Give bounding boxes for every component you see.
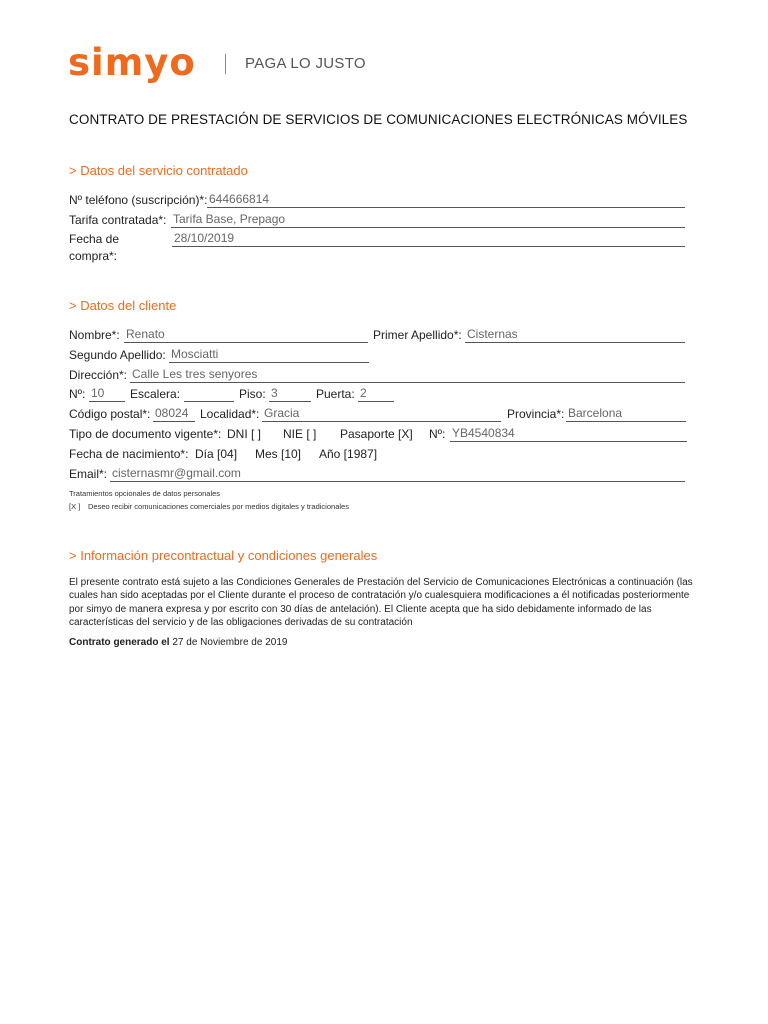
section-servicio-heading: > Datos del servicio contratado (69, 163, 248, 178)
section-cliente-heading: > Datos del cliente (69, 298, 177, 313)
email-label: Email*: (69, 467, 108, 481)
piso-value: 3 (269, 386, 311, 402)
generated-date: 27 de Noviembre de 2019 (172, 637, 288, 648)
cp-value: 08024 (153, 406, 195, 422)
header-slogan: PAGA LO JUSTO (245, 55, 366, 72)
nacimiento-label: Fecha de nacimiento*: (69, 447, 189, 461)
provincia-label: Provincia*: (507, 407, 565, 421)
nie-option: NIE [ ] (283, 427, 317, 441)
fecha-compra-label-2: compra*: (69, 249, 118, 263)
fecha-compra-label-1: Fecha de (69, 232, 120, 246)
escalera-value (184, 386, 234, 402)
dni-option: DNI [ ] (227, 427, 262, 441)
apellido2-value: Mosciatti (169, 347, 369, 363)
puerta-value: 2 (358, 386, 394, 402)
localidad-value: Gracia (262, 406, 501, 422)
doc-type-label: Tipo de documento vigente*: (69, 427, 222, 441)
tratamientos-label: Tratamientos opcionales de datos personales (69, 489, 221, 498)
contract-title: CONTRATO DE PRESTACIÓN DE SERVICIOS DE COMUNICACIONES ELECTRÓNICAS MÓVILES (69, 112, 688, 127)
nacimiento-mes: Mes [10] (255, 447, 302, 461)
nacimiento-dia: Día [04] (195, 447, 238, 461)
numero-value: 10 (89, 386, 125, 402)
generated-date-line (69, 637, 287, 648)
apellido1-value: Cisternas (465, 327, 685, 343)
header-divider (225, 54, 226, 74)
cp-label: Código postal*: (69, 407, 151, 421)
email-value: cisternasmr@gmail.com (110, 466, 685, 482)
telefono-label: Nº teléfono (suscripción)*: (69, 193, 208, 207)
consent-text: Deseo recibir comunicaciones comerciales por medios digitales y tradicionales (88, 502, 349, 511)
numero-label: Nº: (69, 387, 86, 401)
pasaporte-option: Pasaporte [X] (340, 427, 413, 441)
escalera-label: Escalera: (130, 387, 181, 401)
doc-num-label: Nº: (429, 427, 446, 441)
direccion-label: Dirección*: (69, 368, 128, 382)
piso-label: Piso: (239, 387, 266, 401)
provincia-value: Barcelona (566, 406, 686, 422)
nombre-label: Nombre*: (69, 328, 120, 342)
consent-checkbox: [X ] (69, 502, 81, 511)
section-info-heading: > Información precontractual y condiciones generales (69, 548, 378, 563)
localidad-label: Localidad*: (200, 407, 260, 421)
simyo-logo: simyo (68, 41, 196, 84)
nombre-value: Renato (124, 327, 368, 343)
nacimiento-anio: Año [1987] (319, 447, 378, 461)
fecha-compra-value: 28/10/2019 (172, 231, 685, 247)
apellido2-label: Segundo Apellido: (69, 348, 166, 362)
conditions-paragraph: El presente contrato está sujeto a las Condiciones Generales de Prestación del Servicio de Comunicaciones Electrónicas a continuación (las cuales han sido aceptadas por el Cliente durante el proceso de contratación y/o cualesquiera modificaciones a él notificadas posteriormente por simyo de manera expresa y por escrito con 30 días de antelación). El Cliente acepta que ha sido debidamente informado de las características del servicio y de las obligaciones derivadas de su contratación (69, 577, 693, 629)
puerta-label: Puerta: (316, 387, 355, 401)
tarifa-value: Tarifa Base, Prepago (171, 212, 685, 228)
apellido1-label: Primer Apellido*: (373, 328, 462, 342)
doc-num-value: YB4540834 (450, 426, 687, 442)
tarifa-label: Tarifa contratada*: (69, 213, 167, 227)
generated-label: Contrato generado el (69, 637, 170, 648)
telefono-value: 644666814 (207, 192, 685, 208)
direccion-value: Calle Les tres senyores (130, 367, 685, 383)
